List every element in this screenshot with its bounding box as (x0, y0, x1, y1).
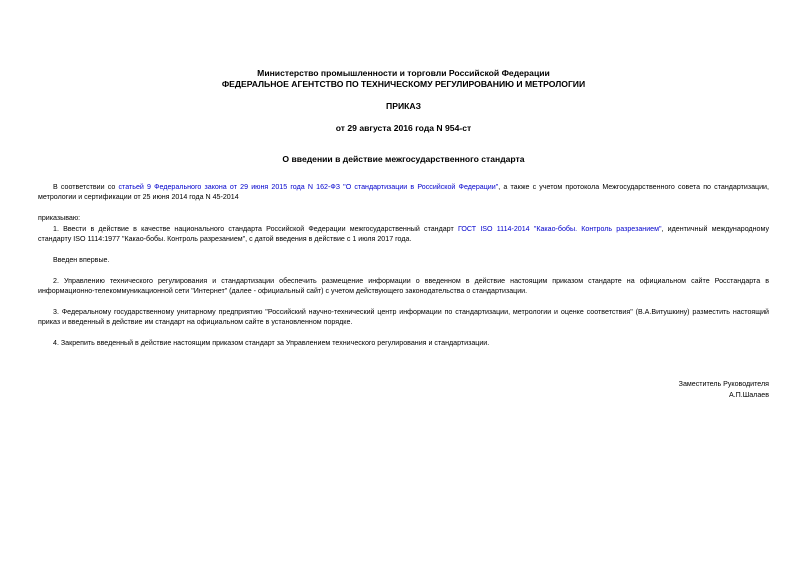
order-word: приказываю: (38, 214, 81, 222)
item-1-start: 1. Ввести в действие в качестве национального стандарта Российской Федерации межгосударственный стандарт (53, 225, 458, 233)
item-4: 4. Закрепить введенный в действие настоящим приказом стандарт за Управлением технического регулирования и стандартизации. (53, 339, 490, 347)
agency-name: ФЕДЕРАЛЬНОЕ АГЕНТСТВО ПО ТЕХНИЧЕСКОМУ РЕГУЛИРОВАНИЮ И МЕТРОЛОГИИ (221, 79, 586, 89)
first-introduced-note: Введен впервые. (53, 256, 110, 264)
federal-law-link[interactable]: статьей 9 Федерального закона от 29 июня 2015 года N 162-ФЗ "О стандартизации в Российской Федерации" (118, 183, 499, 191)
document-date-number: от 29 августа 2016 года N 954-ст (335, 123, 472, 133)
item-1-line1-end: , идентичный международному (661, 225, 770, 233)
preamble-line-1 (38, 182, 769, 193)
signatory-position: Заместитель Руководителя (678, 380, 769, 388)
signatory-name: А.П.Шалаев (728, 391, 769, 399)
item-2-line-2: информационно-телекоммуникационной сети "Интернет" (далее - официальный сайт) с учетом действующего законодательства о стандартизации. (38, 287, 528, 295)
item-1-line-1 (38, 224, 769, 235)
item-3-line-2: приказ и введенный в действие им стандарт на официальном сайте в установленном порядке. (38, 318, 353, 326)
preamble-line-2: метрологии и сертификации от 25 июня 2014 года N 45-2014 (38, 193, 239, 201)
gost-standard-link[interactable]: ГОСТ ISO 1114-2014 "Какао-бобы. Контроль разрезанием" (457, 225, 662, 233)
preamble-line1-end: , а также с учетом протокола Межгосударственного совета по стандартизации, (498, 183, 769, 191)
item-3-line-1: 3. Федеральному государственному унитарному предприятию "Российский научно-технический центр информации по стандартизации, метрологии и оценке соответствия" (В.А.Витушкину) разместить настоящий (53, 308, 769, 316)
item-2-line-1: 2. Управлению технического регулирования и стандартизации обеспечить размещение информации о введенном в действие настоящим приказом стандарте на официальном сайте Росстандарта в (53, 277, 769, 285)
ministry-name: Министерство промышленности и торговли Российской Федерации (257, 68, 550, 78)
item-1-line-2: стандарту ISO 1114:1977 "Какао-бобы. Контроль разрезанием", с датой введения в действие с 1 июля 2017 года. (38, 235, 412, 243)
document-subject: О введении в действие межгосударственного стандарта (282, 154, 525, 164)
preamble-text-start: В соответствии со (53, 183, 119, 191)
document-type: ПРИКАЗ (386, 101, 421, 111)
